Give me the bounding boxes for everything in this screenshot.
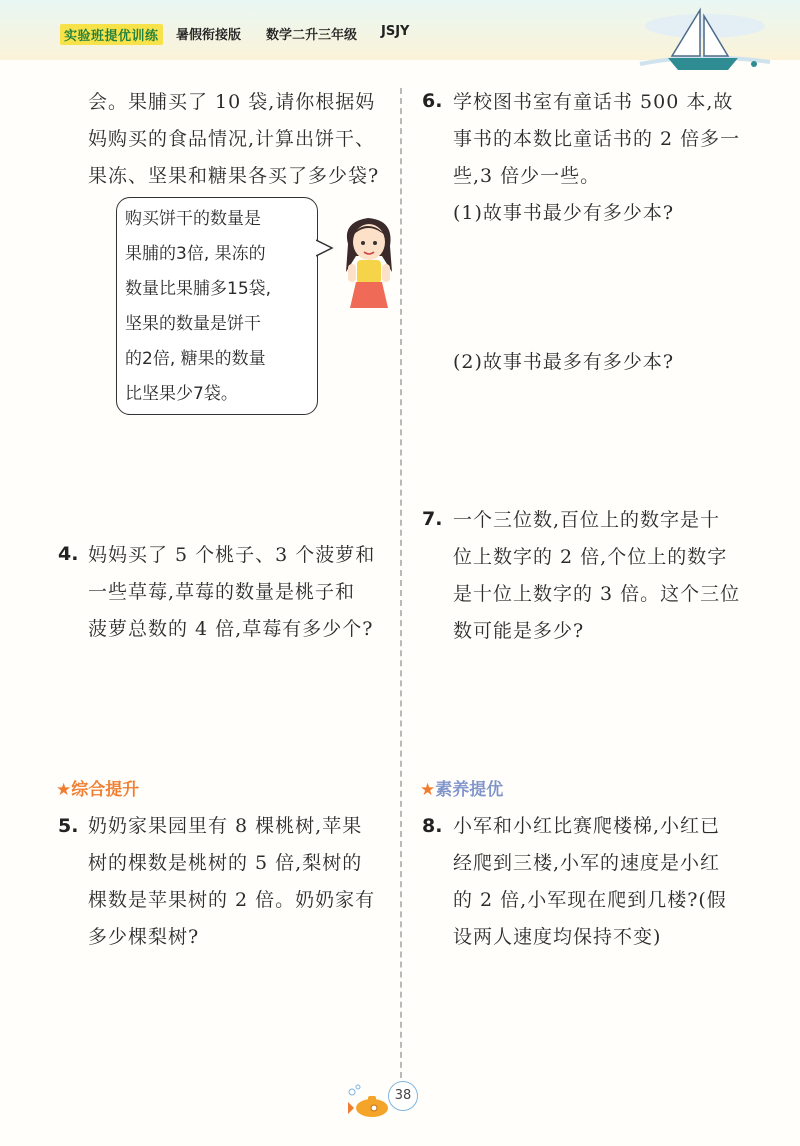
girl-illustration: [338, 212, 400, 314]
question-7-text: 一个三位数,百位上的数字是十 位上数字的 2 倍,个位上的数字 是十位上数字的 3 倍。这个三位 数可能是多少?: [453, 509, 741, 642]
star-icon: ★: [56, 780, 72, 800]
section-heading-literacy: ★素养提优: [420, 780, 504, 800]
page-number: 38: [388, 1081, 418, 1111]
question-6-number: 6.: [422, 90, 443, 112]
series-title: 实验班提优训练: [60, 24, 163, 45]
question-6-text: 学校图书室有童话书 500 本,故 事书的本数比童话书的 2 倍多一 些,3 倍少一些。: [453, 91, 741, 187]
bubble-tail: [316, 238, 334, 258]
question-8-number: 8.: [422, 815, 443, 837]
subject-grade-label: 数学二升三年级: [266, 28, 358, 43]
column-divider: [400, 88, 402, 1088]
section-heading-comprehensive: ★综合提升: [56, 780, 140, 800]
star-icon: ★: [420, 780, 436, 800]
question-5-number: 5.: [58, 815, 79, 837]
publisher-code: JSJY: [381, 24, 410, 39]
question-7-number: 7.: [422, 508, 443, 530]
question-4-text: 妈妈买了 5 个桃子、3 个菠萝和 一些草莓,草莓的数量是桃子和 菠萝总数的 4 倍,草莓有多少个?: [88, 544, 376, 640]
submarine-icon: [344, 1084, 392, 1120]
question-8-text: 小军和小红比赛爬楼梯,小红已 经爬到三楼,小军的速度是小红 的 2 倍,小军现在爬到几楼?(假 设两人速度均保持不变): [453, 815, 727, 948]
question-3-continuation: 会。果脯买了 10 袋,请你根据妈 妈购买的食品情况,计算出饼干、 果冻、坚果和糖果各买了多少袋?: [88, 91, 380, 187]
question-6-part-1: (1)故事书最少有多少本?: [453, 202, 675, 224]
page-header: [0, 0, 800, 60]
question-5-text: 奶奶家果园里有 8 棵桃树,苹果 树的棵数是桃树的 5 倍,梨树的 棵数是苹果树的 2 倍。奶奶家有 多少棵梨树?: [88, 815, 376, 948]
question-4-number: 4.: [58, 543, 79, 565]
edition-label: 暑假衔接版: [176, 28, 242, 43]
question-6-part-2: (2)故事书最多有多少本?: [453, 351, 675, 373]
speech-bubble: 购买饼干的数量是 果脯的3倍, 果冻的 数量比果脯多15袋, 坚果的数量是饼干 的2倍, 糖果的数量 比坚果少7袋。: [116, 197, 318, 415]
sailboat-icon: [610, 6, 800, 78]
